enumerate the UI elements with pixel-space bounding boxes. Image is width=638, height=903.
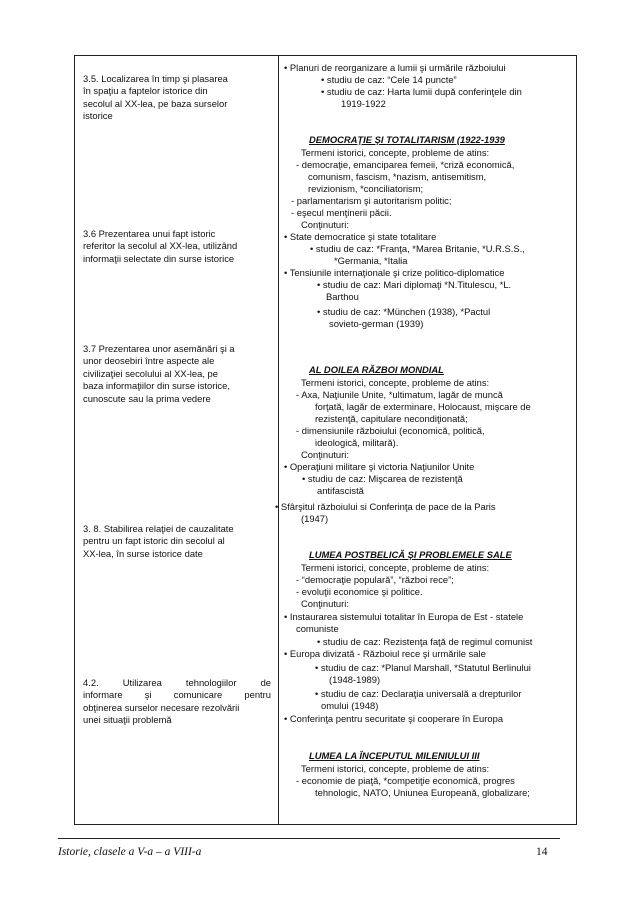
content-line: • Tensiunile internaţionale şi crize politico-diplomatice (284, 267, 505, 278)
content-line: - Axa, Naţiunile Unite, *ultimatum, lagăr de muncă (296, 389, 503, 400)
content-line: • studiu de caz: Declaraţia universală a drepturilor (315, 688, 522, 699)
content-line: - economie de piaţă, *competiţie economică, progres (296, 775, 515, 786)
content-line: - eşecul menţinerii păcii. (291, 207, 392, 218)
content-line: (1947) (301, 513, 329, 524)
content-line: Conţinuturi: (301, 219, 349, 230)
content-line: comunism, fascism, *nazism, antisemitism, (308, 171, 487, 182)
page-number: 14 (536, 846, 548, 858)
content-line: • studiu de caz: *Franţa, *Marea Britanie, *U.R.S.S., (310, 243, 525, 254)
content-line: - dimensiunile războiului (economică, politică, (296, 425, 485, 436)
section-heading: LUMEA LA ÎNCEPUTUL MILENIULUI III (309, 750, 480, 761)
content-line: • studiu de caz: Mari diplomaţi *N.Titulescu, *L. (317, 279, 512, 290)
section-heading: AL DOILEA RĂZBOI MONDIAL (309, 364, 444, 375)
curriculum-table (74, 55, 577, 825)
competence-4-2 (83, 677, 271, 727)
content-line: Termeni istorici, concepte, probleme de atins: (301, 147, 490, 158)
competence-line: 4.2. Utilizarea tehnologiilor de (83, 677, 271, 688)
competence-3-7 (83, 343, 271, 405)
content-line: - parlamentarism şi autoritarism politic; (291, 195, 452, 206)
competence-line: informaţii selectate din surse istorice (83, 252, 235, 264)
competence-line: referitor la secolul al XX-lea, utilizând (83, 240, 238, 252)
competence-line: unor deosebiri între aspecte ale (83, 355, 215, 367)
competence-line: XX-lea, în surse istorice date (83, 547, 203, 559)
content-line: omului (1948) (321, 700, 379, 711)
competence-line: pentru un fapt istoric din secolul al (83, 535, 225, 547)
content-line: • studiu de caz: Harta lumii după conferinţele din (321, 86, 522, 97)
competence-line: civilizaţiei secolului al XX-lea, pe (83, 367, 218, 379)
content-line: • studiu de caz: Mişcarea de rezistenţă (302, 473, 463, 484)
content-line: - democraţie, emanciparea femeii, *criză economică, (296, 159, 515, 170)
content-line: Termeni istorici, concepte, probleme de atins: (301, 562, 490, 573)
content-line: ideologică, militară). (315, 437, 399, 448)
content-line: Conţinuturi: (301, 449, 349, 460)
content-line: • Instaurarea sistemului totalitar în Europa de Est - statele (284, 611, 524, 622)
content-line: • State democratice şi state totalitare (284, 231, 437, 242)
content-line: • Europa divizată - Războiul rece şi urmările sale (284, 648, 486, 659)
competence-line: unei situaţii problemă (83, 714, 172, 726)
competence-line: 3.6 Prezentarea unui fapt istoric (83, 228, 216, 239)
content-line: • studiu de caz: “Cele 14 puncte” (321, 74, 457, 85)
content-line: - “democraţie populară”, “război rece”; (296, 574, 454, 585)
competence-line: informare şi comunicare pentru (83, 689, 271, 701)
competence-3-5 (83, 73, 271, 123)
footer-title: Istorie, clasele a V-a – a VIII-a (58, 846, 202, 858)
content-line: • Conferinţa pentru securitate şi cooperare în Europa (284, 713, 504, 724)
content-line: • Planuri de reorganizare a lumii şi urmările războiului (284, 62, 506, 73)
competence-line: secolul al XX-lea, pe baza surselor (83, 97, 228, 109)
competence-3-8 (83, 523, 271, 560)
column-divider (278, 56, 279, 824)
competence-3-6 (83, 228, 271, 265)
content-line: • studiu de caz: *München (1938), *Pactul (317, 306, 491, 317)
competence-line: în spaţiu a faptelor istorice din (83, 85, 208, 97)
competence-line: istorice (83, 110, 113, 122)
content-line: • Operaţiuni militare şi victoria Naţiunilor Unite (284, 461, 475, 472)
footer-divider (58, 838, 560, 839)
content-line: Conţinuturi: (301, 598, 349, 609)
content-line: comuniste (296, 623, 339, 634)
content-line: sovieto-german (1939) (329, 318, 424, 329)
content-line: revizionism, *conciliatorism; (308, 183, 424, 194)
content-line: 1919-1922 (341, 98, 386, 109)
content-line: - evoluţii economice şi politice. (296, 586, 423, 597)
content-column (275, 56, 573, 826)
competence-line: 3.7 Prezentarea unor asemănări şi a (83, 343, 235, 354)
competence-line: baza informaţiilor din surse istorice, (83, 380, 230, 392)
section-heading: LUMEA POSTBELICĂ ŞI PROBLEMELE SALE (309, 549, 512, 560)
content-line: tehnologic, NATO, Uniunea Europeană, globalizare; (315, 787, 530, 798)
competence-line: 3. 8. Stabilirea relaţiei de cauzalitate (83, 523, 234, 534)
content-line: Termeni istorici, concepte, probleme de atins: (301, 763, 490, 774)
content-line: • studiu de caz: *Planul Marshall, *Statutul Berlinului (315, 662, 531, 673)
content-line: *Germania, *Italia (334, 255, 408, 266)
content-line: • Sfârşitul războiului si Conferinţa de pace de la Paris (275, 501, 496, 512)
content-line: rezistenţă, capitulare necondiţionată; (315, 413, 468, 424)
content-line: • studiu de caz: Rezistenţa faţă de regimul comunist (317, 636, 533, 647)
section-heading: DEMOCRAŢIE ŞI TOTALITARISM (1922-1939 (309, 134, 505, 145)
content-line: forţată, lagăr de exterminare, Holocaust, mişcare de (315, 401, 531, 412)
competence-line: cunoscute sau la prima vedere (83, 392, 211, 404)
content-line: Barthou (326, 291, 359, 302)
competence-line: obţinerea surselor necesare rezolvării (83, 701, 240, 713)
content-line: antifascistă (317, 485, 364, 496)
competence-line: 3.5. Localizarea în timp şi plasarea (83, 73, 228, 84)
content-line: (1948-1989) (329, 674, 381, 685)
content-line: Termeni istorici, concepte, probleme de atins: (301, 377, 490, 388)
